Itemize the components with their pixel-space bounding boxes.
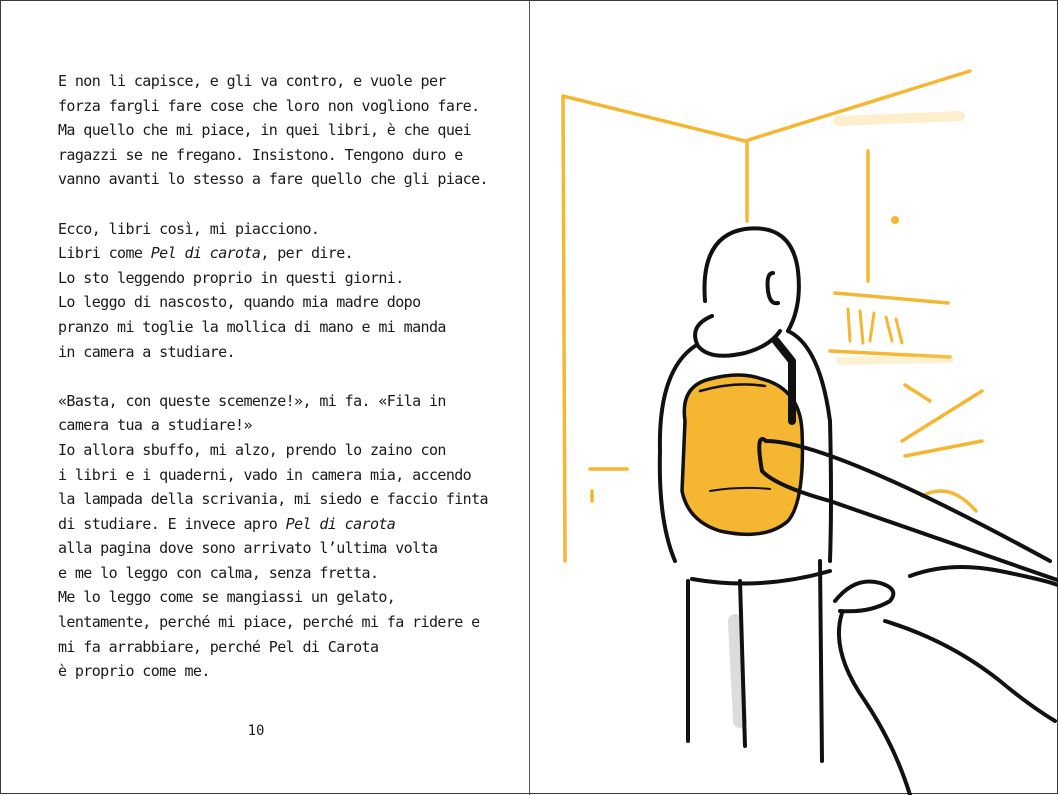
text-run: Ma quello che mi piace, in quei libri, è che quei bbox=[58, 121, 472, 140]
text-line bbox=[58, 487, 488, 512]
text-line bbox=[58, 217, 478, 242]
hand-shading bbox=[735, 621, 740, 721]
text-line bbox=[58, 118, 478, 143]
text-line bbox=[58, 659, 478, 684]
backpack bbox=[682, 375, 802, 534]
text-line bbox=[58, 389, 478, 414]
text-run: Ecco, libri così, mi piacciono. bbox=[58, 219, 320, 238]
text-run: Lo leggo di nascosto, quando mia madre dopo bbox=[58, 293, 421, 312]
text-line bbox=[58, 561, 478, 586]
text-run: i libri e i quaderni, vado in camera mia, accendo bbox=[58, 465, 472, 484]
text-line bbox=[58, 635, 478, 660]
text-run: Lo sto leggendo proprio in questi giorni. bbox=[58, 268, 404, 287]
text-run: , per dire. bbox=[260, 244, 354, 263]
body-text bbox=[58, 69, 488, 708]
text-line bbox=[58, 241, 478, 266]
shelf-books bbox=[848, 309, 902, 343]
text-run: pranzo mi toglie la mollica di mano e mi manda bbox=[58, 317, 446, 336]
paragraph bbox=[58, 217, 478, 365]
text-line bbox=[58, 536, 478, 561]
text-line bbox=[58, 512, 478, 537]
text-line bbox=[58, 585, 478, 610]
text-run: mi fa arrabbiare, perché Pel di Carota bbox=[58, 637, 379, 656]
text-line bbox=[58, 266, 478, 291]
book-title: Pel di carota bbox=[285, 514, 396, 533]
page-number: 10 bbox=[247, 723, 265, 739]
text-line bbox=[58, 69, 478, 94]
text-run: Io allora sbuffo, mi alzo, prendo lo zaino con bbox=[58, 440, 446, 459]
text-run: Libri come bbox=[58, 244, 151, 263]
paragraph bbox=[58, 69, 488, 192]
text-run: Me lo leggo come se mangiassi un gelato, bbox=[58, 588, 396, 607]
text-run: camera tua a studiare!» bbox=[58, 416, 252, 435]
text-run: la lampada della scrivania, mi siedo e faccio finta bbox=[58, 490, 488, 509]
text-line bbox=[58, 290, 478, 315]
door-knob bbox=[891, 216, 899, 224]
text-run: ragazzi se ne fregano. Insistono. Tengono duro e bbox=[58, 145, 463, 164]
text-run: in camera a studiare. bbox=[58, 342, 236, 361]
wall-shading bbox=[838, 116, 960, 121]
text-run: e me lo leggo con calma, senza fretta. bbox=[58, 563, 379, 582]
paragraph bbox=[58, 389, 488, 684]
text-line bbox=[58, 438, 478, 463]
book-title: Pel di carota bbox=[150, 244, 261, 263]
text-line bbox=[58, 315, 478, 340]
text-line bbox=[58, 610, 478, 635]
text-line bbox=[58, 413, 478, 438]
text-line bbox=[58, 463, 478, 488]
text-run: alla pagina dove sono arrivato l’ultima volta bbox=[58, 539, 438, 558]
foreground-hand bbox=[759, 439, 1058, 795]
text-run: E non li capisce, e gli va contro, e vuole per bbox=[58, 72, 446, 90]
right-page bbox=[530, 1, 1058, 795]
text-run: lentamente, perché mi piace, perché mi fa ridere e bbox=[58, 613, 480, 632]
floor-shading bbox=[840, 359, 950, 361]
text-run: forza fargli fare cose che loro non vogliono fare. bbox=[58, 96, 480, 115]
text-run: di studiare. E invece apro bbox=[58, 514, 286, 533]
text-run: vanno avanti lo stesso a fare quello che gli piace. bbox=[58, 170, 488, 189]
text-line bbox=[58, 94, 478, 119]
left-page bbox=[1, 1, 529, 795]
boy-with-backpack-illustration bbox=[530, 1, 1058, 795]
text-run: «Basta, con queste scemenze!», mi fa. «Fila in bbox=[58, 391, 446, 410]
text-line bbox=[58, 167, 488, 192]
text-run: è proprio come me. bbox=[58, 662, 210, 681]
text-line bbox=[58, 340, 478, 365]
text-line bbox=[58, 143, 478, 168]
